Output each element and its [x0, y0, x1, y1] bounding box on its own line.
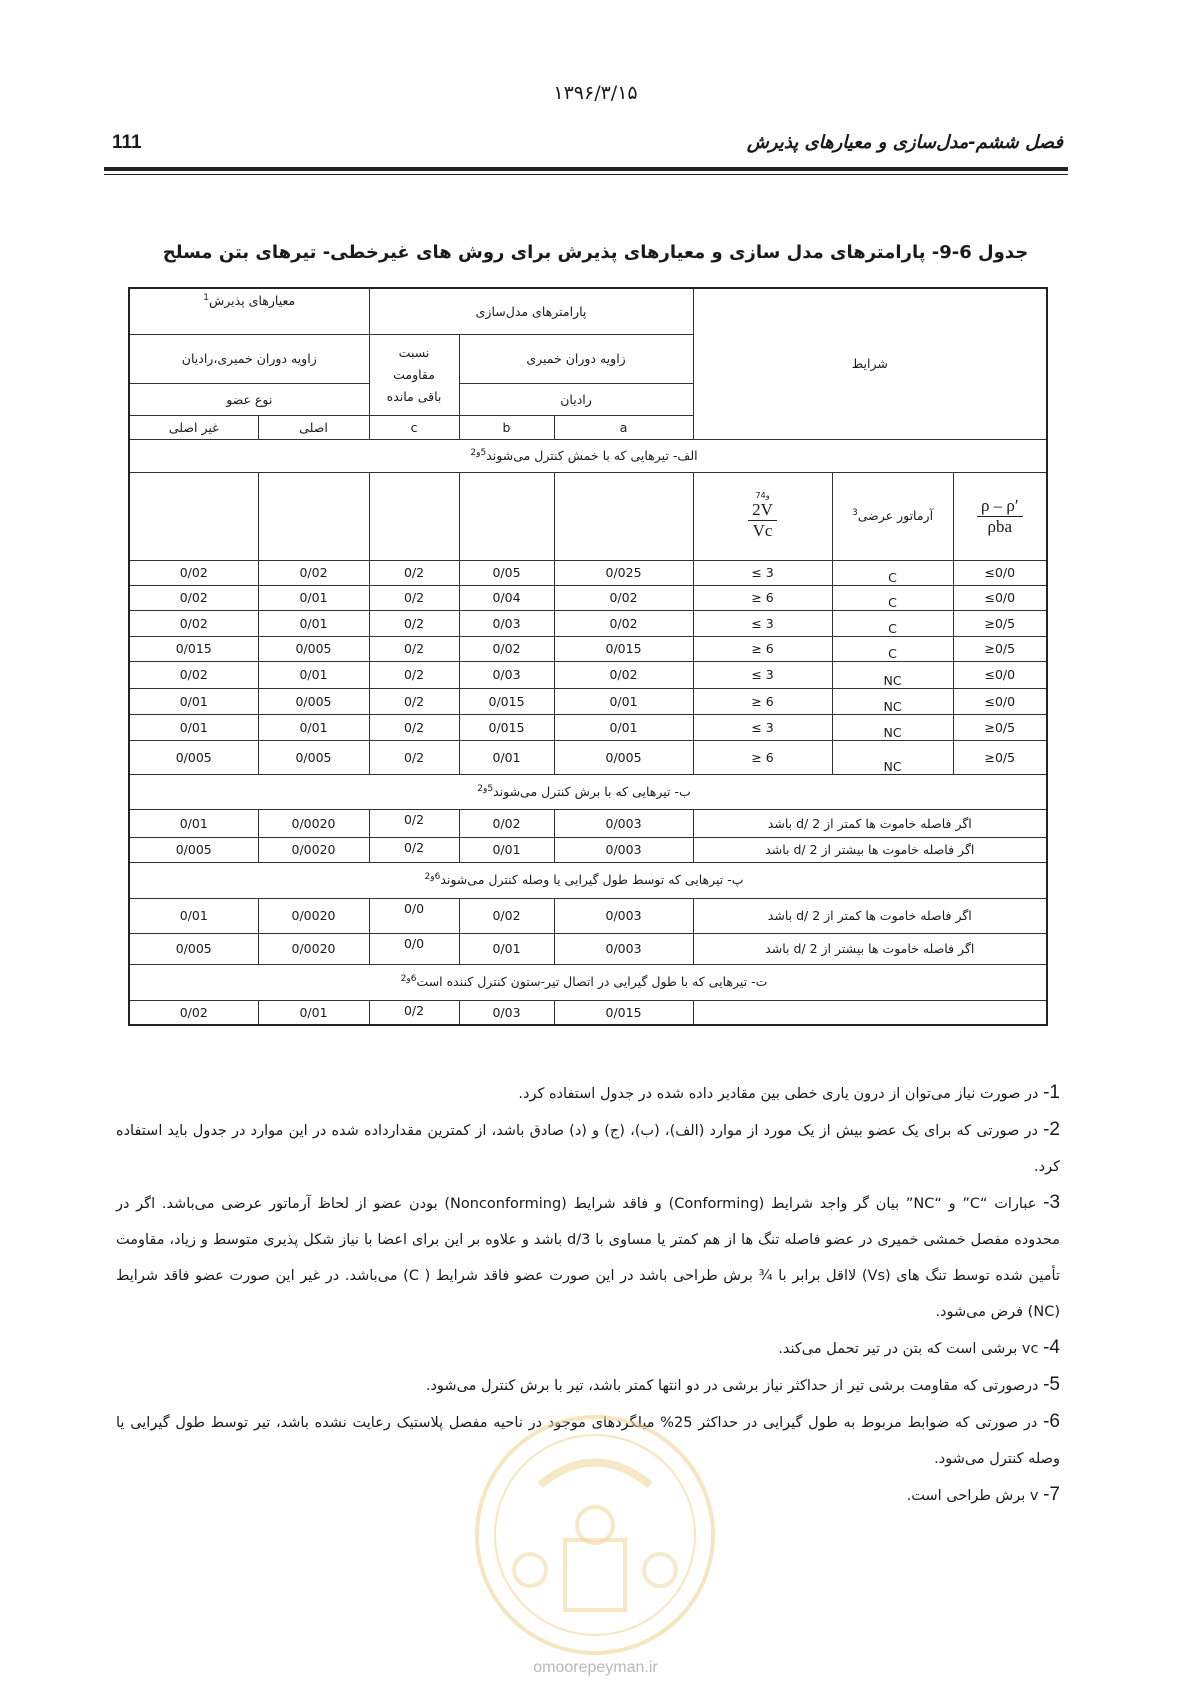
header-acceptance: معیارهای پذیرش$^1$: [129, 288, 369, 334]
footnote: 4- vc برشی است که بتن در تیر تحمل می‌کند.: [778, 1337, 1060, 1358]
cell-c: 0/2: [369, 661, 459, 688]
cell-a: 0/02: [554, 585, 693, 610]
acceptance-criteria-table: [128, 287, 1048, 1026]
cell-c: 0/2: [369, 560, 459, 585]
cell-shear-ratio: ≥ 6: [693, 636, 832, 661]
cell-a: 0/005: [554, 740, 693, 774]
cell-rho-ratio: ≤0/0: [953, 585, 1047, 610]
footnote: 1- در صورت نیاز می‌توان از درون یاری خطی بین مقادیر داده شده در جدول استفاده کرد.: [518, 1082, 1060, 1103]
cell-secondary: 0/005: [129, 837, 258, 862]
cell-a: 0/003: [554, 809, 693, 837]
table-row: [129, 740, 1047, 774]
table-row: [129, 610, 1047, 636]
cell-rho-ratio: ≥0/5: [953, 636, 1047, 661]
cell-a: 0/01: [554, 714, 693, 740]
col-shear-ratio: 7و4 $\frac{2V}{Vc}$: [693, 472, 832, 560]
cell-secondary: 0/02: [129, 661, 258, 688]
cell-b: 0/03: [459, 1000, 554, 1025]
cell-a: 0/01: [554, 688, 693, 714]
cell-b: 0/02: [459, 809, 554, 837]
table-title: جدول 6-9- پارامترهای مدل سازی و معیارهای پذیرش برای روش های غیرخطی- تیرهای بتن مسلح: [162, 242, 1029, 263]
cell-primary: 0/005: [258, 688, 369, 714]
cell-shear-ratio: ≥ 6: [693, 740, 832, 774]
cell-secondary: 0/02: [129, 1000, 258, 1025]
cell-condition: [693, 1000, 1047, 1025]
table-row: [129, 636, 1047, 661]
cell-shear-ratio: ≤ 3: [693, 661, 832, 688]
cell-b: 0/01: [459, 933, 554, 964]
cell-a: 0/015: [554, 636, 693, 661]
section-a-label: الف- تیرهایی که با خمش کنترل می‌شوند$^{5و2}$: [129, 439, 1047, 472]
cell-c: 0/2: [369, 585, 459, 610]
cell-a: 0/02: [554, 661, 693, 688]
cell-c: 0/2: [369, 809, 459, 837]
cell-transverse: C: [832, 585, 953, 610]
cell-secondary: 0/02: [129, 560, 258, 585]
header-modeling: پارامترهای مدل‌سازی: [369, 288, 693, 334]
col-transverse-reinforcement: آرماتور عرضی$^3$: [832, 472, 953, 560]
cell-b: 0/01: [459, 837, 554, 862]
table-row: [129, 898, 1047, 933]
table-row: [129, 714, 1047, 740]
table-row: [129, 661, 1047, 688]
blank-cell: [459, 472, 554, 560]
cell-transverse: C: [832, 610, 953, 636]
cell-secondary: 0/01: [129, 714, 258, 740]
cell-a: 0/025: [554, 560, 693, 585]
cell-condition: اگر فاصله خاموت ها کمتر از d/ 2 باشد: [693, 809, 1047, 837]
cell-primary: 0/01: [258, 661, 369, 688]
cell-shear-ratio: ≥ 6: [693, 585, 832, 610]
cell-secondary: 0/01: [129, 688, 258, 714]
publisher-seal-watermark: [470, 1410, 720, 1660]
blank-cell: [258, 472, 369, 560]
cell-c: 0/2: [369, 688, 459, 714]
cell-transverse: NC: [832, 661, 953, 688]
cell-primary: 0/005: [258, 740, 369, 774]
cell-secondary: 0/02: [129, 585, 258, 610]
blank-cell: [129, 472, 258, 560]
header-b: b: [459, 415, 554, 439]
cell-secondary: 0/01: [129, 898, 258, 933]
cell-primary: 0/0020: [258, 933, 369, 964]
cell-c: 0/2: [369, 636, 459, 661]
table-row: [129, 560, 1047, 585]
cell-c: 0/2: [369, 714, 459, 740]
cell-rho-ratio: ≥0/5: [953, 714, 1047, 740]
cell-transverse: NC: [832, 740, 953, 774]
page-date: ۱۳۹۶/۳/۱۵: [553, 82, 638, 104]
cell-b: 0/03: [459, 610, 554, 636]
blank-cell: [554, 472, 693, 560]
cell-b: 0/015: [459, 714, 554, 740]
footnote: 2- در صورتی که برای یک عضو بیش از یک مورد از موارد (الف)، (ب)، (ج) و (د) صادق باشد، از کمترین مقدارداده شده در این موارد در جدول باید استفاده کرد.: [116, 1119, 1060, 1175]
cell-primary: 0/01: [258, 714, 369, 740]
cell-b: 0/03: [459, 661, 554, 688]
cell-secondary: 0/015: [129, 636, 258, 661]
cell-primary: 0/0020: [258, 898, 369, 933]
cell-c: 0/2: [369, 837, 459, 862]
page-number: 111: [112, 132, 142, 153]
table-row: [129, 837, 1047, 862]
cell-primary: 0/005: [258, 636, 369, 661]
cell-primary: 0/0020: [258, 809, 369, 837]
table-row: [129, 1000, 1047, 1025]
cell-primary: 0/01: [258, 1000, 369, 1025]
cell-b: 0/02: [459, 636, 554, 661]
header-a: a: [554, 415, 693, 439]
header-radian: رادیان: [459, 383, 693, 415]
header-c: c: [369, 415, 459, 439]
header-primary: اصلی: [258, 415, 369, 439]
cell-a: 0/015: [554, 1000, 693, 1025]
cell-rho-ratio: ≤0/0: [953, 661, 1047, 688]
chapter-title: فصل ششم-مدل‌سازی و معیارهای پذیرش: [746, 132, 1063, 153]
col-rho-ratio: $\frac{\rho - \rho'}{\text{ρba}}$: [953, 472, 1047, 560]
cell-transverse: NC: [832, 714, 953, 740]
cell-shear-ratio: ≤ 3: [693, 714, 832, 740]
cell-rho-ratio: ≥0/5: [953, 610, 1047, 636]
cell-transverse: C: [832, 636, 953, 661]
footnote: 7- v برش طراحی است.: [906, 1484, 1060, 1505]
watermark-site: omoorepeyman.ir: [533, 1659, 658, 1676]
header-conditions: شرایط: [693, 288, 1047, 439]
cell-transverse: NC: [832, 688, 953, 714]
cell-rho-ratio: ≤0/0: [953, 560, 1047, 585]
cell-secondary: 0/02: [129, 610, 258, 636]
cell-primary: 0/02: [258, 560, 369, 585]
cell-primary: 0/01: [258, 610, 369, 636]
footnote: 3- عبارات “C” و “NC” بیان گر واجد شرایط (Conforming) و فاقد شرایط (Nonconforming) بودن عضو از لحاظ آرماتور عرضی می‌باشد. اگر در محدوده مفصل خمشی خمیری در عضو فاصله تنگ ها از هم کمتر یا مساوی با d/3 باشد و علاوه بر این برای اعضا با نیاز شکل پذیری متوسط و زیاد، مقاومت تأمین شده توسط تنگ های (Vs) لااقل برابر با ¾ برش طراحی باشد در این صورت عضو فاقد شرایط ( C) می‌باشد. در غیر این صورت عضو فاقد شرایط (NC) فرض می‌شود.: [116, 1192, 1061, 1320]
section-b-label: ب- تیرهایی که با برش کنترل می‌شوند$^{5و2}$: [129, 774, 1047, 809]
cell-a: 0/003: [554, 837, 693, 862]
cell-transverse: C: [832, 560, 953, 585]
cell-c: 0/0: [369, 898, 459, 933]
cell-shear-ratio: ≥ 6: [693, 688, 832, 714]
header-plastic-rotation: زاویه دوران خمیری: [459, 334, 693, 383]
cell-b: 0/05: [459, 560, 554, 585]
cell-secondary: 0/005: [129, 740, 258, 774]
cell-rho-ratio: ≤0/0: [953, 688, 1047, 714]
cell-condition: اگر فاصله خاموت ها بیشتر از d/ 2 باشد: [693, 837, 1047, 862]
cell-c: 0/0: [369, 933, 459, 964]
cell-secondary: 0/005: [129, 933, 258, 964]
cell-rho-ratio: ≥0/5: [953, 740, 1047, 774]
cell-primary: 0/0020: [258, 837, 369, 862]
table-row: [129, 585, 1047, 610]
cell-secondary: 0/01: [129, 809, 258, 837]
header-plastic-rotation-radian: زاویه دوران خمیری،رادیان: [129, 334, 369, 383]
cell-a: 0/02: [554, 610, 693, 636]
header-secondary: غیر اصلی: [129, 415, 258, 439]
table-row: [129, 809, 1047, 837]
cell-b: 0/01: [459, 740, 554, 774]
header-rule-thick: [104, 167, 1068, 171]
cell-condition: اگر فاصله خاموت ها کمتر از d/ 2 باشد: [693, 898, 1047, 933]
section-t-label: ت- تیرهایی که با طول گیرایی در اتصال تیر-ستون کنترل کننده است$^{6و2}$: [129, 964, 1047, 1000]
cell-shear-ratio: ≤ 3: [693, 560, 832, 585]
cell-a: 0/003: [554, 898, 693, 933]
cell-b: 0/04: [459, 585, 554, 610]
cell-c: 0/2: [369, 740, 459, 774]
cell-a: 0/003: [554, 933, 693, 964]
footnote: 6- در صورتی که ضوابط مربوط به طول گیرایی در حداکثر 25% میلگردهای موجود در ناحیه مفصل پلاستیک رعایت نشده باشد، تیر توسط طول گیرایی یا وصله کنترل می‌شود.: [116, 1411, 1060, 1467]
cell-shear-ratio: ≤ 3: [693, 610, 832, 636]
section-p-label: پ- تیرهایی که توسط طول گیرایی یا وصله کنترل می‌شوند$^{6و2}$: [129, 862, 1047, 898]
cell-c: 0/2: [369, 1000, 459, 1025]
table-row: [129, 688, 1047, 714]
header-rule-thin: [104, 174, 1068, 175]
blank-cell: [369, 472, 459, 560]
cell-primary: 0/01: [258, 585, 369, 610]
cell-b: 0/02: [459, 898, 554, 933]
cell-b: 0/015: [459, 688, 554, 714]
header-member-type: نوع عضو: [129, 383, 369, 415]
header-residual-strength: نسبت مقاومت باقی مانده: [369, 334, 459, 415]
table-row: [129, 933, 1047, 964]
footnote: 5- درصورتی که مقاومت برشی تیر از حداکثر نیاز برشی در دو انتها کمتر باشد، تیر با برش کنترل می‌شود.: [425, 1374, 1060, 1395]
cell-condition: اگر فاصله خاموت ها بیشتر از d/ 2 باشد: [693, 933, 1047, 964]
cell-c: 0/2: [369, 610, 459, 636]
